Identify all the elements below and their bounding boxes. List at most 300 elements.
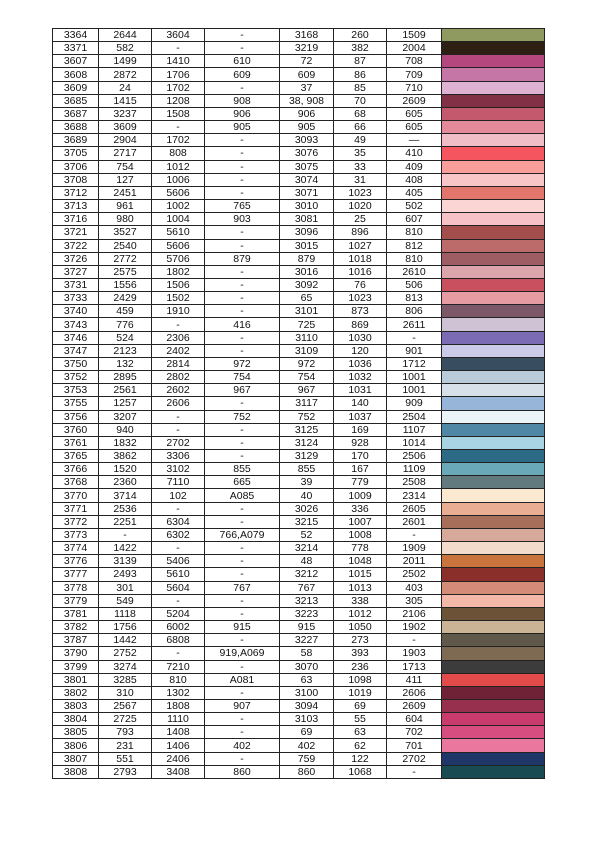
table-cell: 3076 <box>280 147 334 160</box>
color-swatch <box>442 397 545 410</box>
table-cell: 1023 <box>334 186 387 199</box>
table-cell: 2451 <box>99 186 152 199</box>
table-cell: 2502 <box>387 568 442 581</box>
table-cell: 231 <box>99 739 152 752</box>
table-cell: 2561 <box>99 384 152 397</box>
table-cell: 3092 <box>280 278 334 291</box>
table-cell: A081 <box>205 673 280 686</box>
table-cell: - <box>152 423 205 436</box>
table-cell: 752 <box>280 410 334 423</box>
table-cell: 3713 <box>53 200 99 213</box>
table-cell: 915 <box>205 621 280 634</box>
table-cell: 3778 <box>53 581 99 594</box>
table-cell: - <box>387 765 442 778</box>
table-cell: 2314 <box>387 489 442 502</box>
table-cell: 3727 <box>53 265 99 278</box>
table-cell: 55 <box>334 713 387 726</box>
table-cell: - <box>205 239 280 252</box>
color-swatch <box>442 252 545 265</box>
table-cell: 3766 <box>53 463 99 476</box>
table-cell: 2752 <box>99 647 152 660</box>
table-cell: 3237 <box>99 107 152 120</box>
table-cell: 967 <box>280 384 334 397</box>
table-cell: - <box>152 502 205 515</box>
table-cell: 3747 <box>53 344 99 357</box>
table-cell: 3026 <box>280 502 334 515</box>
table-cell: - <box>152 318 205 331</box>
table-row <box>53 384 545 397</box>
table-cell: 605 <box>387 121 442 134</box>
table-cell: 549 <box>99 594 152 607</box>
table-cell: 3808 <box>53 765 99 778</box>
table-cell: 69 <box>334 699 387 712</box>
table-cell: - <box>205 134 280 147</box>
table-cell: 3527 <box>99 226 152 239</box>
color-swatch <box>442 463 545 476</box>
table-cell: 906 <box>280 107 334 120</box>
table-row <box>53 173 545 186</box>
table-cell: 1015 <box>334 568 387 581</box>
table-row <box>53 476 545 489</box>
table-cell: 1013 <box>334 581 387 594</box>
table-cell: - <box>205 752 280 765</box>
table-cell: 70 <box>334 94 387 107</box>
table-cell: 301 <box>99 581 152 594</box>
table-cell: 1006 <box>152 173 205 186</box>
table-row <box>53 621 545 634</box>
table-cell: 1020 <box>334 200 387 213</box>
color-swatch <box>442 726 545 739</box>
table-cell: 905 <box>280 121 334 134</box>
table-cell: 2609 <box>387 699 442 712</box>
table-cell: 3779 <box>53 594 99 607</box>
table-cell: 2506 <box>387 450 442 463</box>
table-cell: 879 <box>205 252 280 265</box>
table-cell: 793 <box>99 726 152 739</box>
color-swatch <box>442 134 545 147</box>
table-cell: - <box>205 423 280 436</box>
table-cell: 69 <box>280 726 334 739</box>
table-cell: 940 <box>99 423 152 436</box>
table-cell: 908 <box>205 94 280 107</box>
table-cell: 605 <box>387 107 442 120</box>
table-cell: 860 <box>280 765 334 778</box>
table-cell: - <box>152 410 205 423</box>
table-cell: 3608 <box>53 68 99 81</box>
table-cell: 855 <box>280 463 334 476</box>
color-swatch <box>442 423 545 436</box>
table-cell: 236 <box>334 660 387 673</box>
table-cell: 915 <box>280 621 334 634</box>
table-row <box>53 463 545 476</box>
table-cell: 403 <box>387 581 442 594</box>
color-swatch <box>442 121 545 134</box>
color-swatch <box>442 699 545 712</box>
table-cell: 3081 <box>280 213 334 226</box>
table-cell: 3770 <box>53 489 99 502</box>
table-cell: - <box>205 726 280 739</box>
table-row <box>53 555 545 568</box>
table-cell: 3219 <box>280 42 334 55</box>
table-cell: 3139 <box>99 555 152 568</box>
table-cell: - <box>205 29 280 42</box>
color-swatch <box>442 594 545 607</box>
table-cell: 3787 <box>53 634 99 647</box>
table-row <box>53 515 545 528</box>
table-row <box>53 213 545 226</box>
table-row <box>53 397 545 410</box>
color-swatch <box>442 647 545 660</box>
color-swatch <box>442 265 545 278</box>
table-cell: 1110 <box>152 713 205 726</box>
table-cell: - <box>152 647 205 660</box>
table-cell: 1509 <box>387 29 442 42</box>
table-cell: - <box>205 502 280 515</box>
table-cell: 49 <box>334 134 387 147</box>
table-cell: 551 <box>99 752 152 765</box>
color-swatch <box>442 489 545 502</box>
table-cell: 3765 <box>53 450 99 463</box>
table-cell: 2644 <box>99 29 152 42</box>
table-cell: 3726 <box>53 252 99 265</box>
table-cell: 3125 <box>280 423 334 436</box>
table-row <box>53 239 545 252</box>
table-cell: 1508 <box>152 107 205 120</box>
table-cell: 402 <box>280 739 334 752</box>
table-cell: - <box>205 542 280 555</box>
table-cell: 3016 <box>280 265 334 278</box>
table-row <box>53 107 545 120</box>
table-row <box>53 607 545 620</box>
table-cell: 2540 <box>99 239 152 252</box>
table-cell: - <box>387 528 442 541</box>
table-cell: 2606 <box>152 397 205 410</box>
table-cell: 1032 <box>334 371 387 384</box>
table-cell: 3799 <box>53 660 99 673</box>
table-cell: 1004 <box>152 213 205 226</box>
table-row <box>53 423 545 436</box>
color-swatch <box>442 55 545 68</box>
table-cell: 903 <box>205 213 280 226</box>
table-cell: 3708 <box>53 173 99 186</box>
table-cell: 3756 <box>53 410 99 423</box>
table-cell: 410 <box>387 147 442 160</box>
table-cell: 812 <box>387 239 442 252</box>
table-cell: 806 <box>387 305 442 318</box>
table-cell: 38, 908 <box>280 94 334 107</box>
table-cell: 140 <box>334 397 387 410</box>
color-swatch <box>442 542 545 555</box>
table-cell: 5204 <box>152 607 205 620</box>
table-cell: 24 <box>99 81 152 94</box>
table-row <box>53 528 545 541</box>
table-cell: 610 <box>205 55 280 68</box>
table-cell: 725 <box>280 318 334 331</box>
table-cell: 3214 <box>280 542 334 555</box>
table-cell: 1712 <box>387 357 442 370</box>
table-cell: 6304 <box>152 515 205 528</box>
table-row <box>53 265 545 278</box>
table-cell: 120 <box>334 344 387 357</box>
table-cell: 260 <box>334 29 387 42</box>
table-cell: 1008 <box>334 528 387 541</box>
table-cell: 7210 <box>152 660 205 673</box>
color-swatch <box>442 502 545 515</box>
table-cell: 702 <box>387 726 442 739</box>
table-cell: 25 <box>334 213 387 226</box>
table-cell: 604 <box>387 713 442 726</box>
table-cell: 3740 <box>53 305 99 318</box>
table-cell: 3168 <box>280 29 334 42</box>
table-cell: 62 <box>334 739 387 752</box>
color-swatch <box>442 42 545 55</box>
table-cell: - <box>205 278 280 291</box>
table-cell: 1001 <box>387 371 442 384</box>
table-cell: 393 <box>334 647 387 660</box>
table-cell: 906 <box>205 107 280 120</box>
table-cell: 3306 <box>152 450 205 463</box>
table-cell: 1018 <box>334 252 387 265</box>
table-cell: 1118 <box>99 607 152 620</box>
table-cell: 2123 <box>99 344 152 357</box>
table-row <box>53 357 545 370</box>
table-cell: 1832 <box>99 436 152 449</box>
table-cell: 3733 <box>53 292 99 305</box>
table-cell: 3802 <box>53 686 99 699</box>
table-cell: 1027 <box>334 239 387 252</box>
table-cell: 1415 <box>99 94 152 107</box>
color-swatch <box>442 673 545 686</box>
table-cell: 776 <box>99 318 152 331</box>
table-cell: 3805 <box>53 726 99 739</box>
table-cell: 40 <box>280 489 334 502</box>
table-cell: 3110 <box>280 331 334 344</box>
table-cell: 3096 <box>280 226 334 239</box>
table-row <box>53 568 545 581</box>
table-cell: 609 <box>205 68 280 81</box>
table-cell: 810 <box>387 252 442 265</box>
table-cell: 63 <box>334 726 387 739</box>
table-cell: 1502 <box>152 292 205 305</box>
table-cell: 3777 <box>53 568 99 581</box>
color-swatch <box>442 739 545 752</box>
color-swatch <box>442 765 545 778</box>
table-cell: 708 <box>387 55 442 68</box>
table-cell: 2504 <box>387 410 442 423</box>
table-cell: — <box>387 134 442 147</box>
color-swatch <box>442 357 545 370</box>
color-swatch <box>442 476 545 489</box>
table-cell: 665 <box>205 476 280 489</box>
table-cell: 2772 <box>99 252 152 265</box>
table-row <box>53 278 545 291</box>
table-row <box>53 726 545 739</box>
table-cell: 5604 <box>152 581 205 594</box>
table-cell: - <box>205 81 280 94</box>
table-cell: 7110 <box>152 476 205 489</box>
table-row <box>53 371 545 384</box>
table-cell: 3750 <box>53 357 99 370</box>
table-cell: 3609 <box>53 81 99 94</box>
table-cell: 169 <box>334 423 387 436</box>
table-cell: 710 <box>387 81 442 94</box>
color-swatch <box>442 147 545 160</box>
table-cell: 48 <box>280 555 334 568</box>
table-cell: 2251 <box>99 515 152 528</box>
table-cell: 709 <box>387 68 442 81</box>
table-cell: 2605 <box>387 502 442 515</box>
table-cell: 1756 <box>99 621 152 634</box>
table-cell: 2609 <box>387 94 442 107</box>
table-cell: 382 <box>334 42 387 55</box>
table-cell: - <box>99 528 152 541</box>
table-cell: 2610 <box>387 265 442 278</box>
table-cell: 1442 <box>99 634 152 647</box>
table-cell: - <box>205 634 280 647</box>
table-cell: 1520 <box>99 463 152 476</box>
table-row <box>53 673 545 686</box>
table-cell: 3776 <box>53 555 99 568</box>
table-cell: 767 <box>280 581 334 594</box>
table-cell: 336 <box>334 502 387 515</box>
table-row <box>53 186 545 199</box>
table-cell: 765 <box>205 200 280 213</box>
table-cell: 961 <box>99 200 152 213</box>
table-row <box>53 134 545 147</box>
table-cell: 980 <box>99 213 152 226</box>
table-row <box>53 752 545 765</box>
table-row <box>53 160 545 173</box>
table-row <box>53 594 545 607</box>
table-row <box>53 121 545 134</box>
color-swatch <box>442 94 545 107</box>
table-cell: 402 <box>205 739 280 752</box>
table-cell: 701 <box>387 739 442 752</box>
table-cell: 3604 <box>152 29 205 42</box>
table-cell: 5606 <box>152 186 205 199</box>
table-cell: 1410 <box>152 55 205 68</box>
table-row <box>53 660 545 673</box>
color-swatch <box>442 213 545 226</box>
table-cell: 2429 <box>99 292 152 305</box>
table-cell: 1068 <box>334 765 387 778</box>
table-cell: 3094 <box>280 699 334 712</box>
color-swatch <box>442 81 545 94</box>
table-cell: 2602 <box>152 384 205 397</box>
table-cell: - <box>205 331 280 344</box>
table-cell: 37 <box>280 81 334 94</box>
color-swatch <box>442 436 545 449</box>
table-cell: 310 <box>99 686 152 699</box>
table-cell: 754 <box>99 160 152 173</box>
table-cell: 502 <box>387 200 442 213</box>
table-cell: 3227 <box>280 634 334 647</box>
table-cell: 3093 <box>280 134 334 147</box>
table-cell: 2601 <box>387 515 442 528</box>
table-row <box>53 542 545 555</box>
table-row <box>53 765 545 778</box>
table-cell: 1016 <box>334 265 387 278</box>
table-cell: - <box>205 686 280 699</box>
color-swatch <box>442 160 545 173</box>
table-cell: 3101 <box>280 305 334 318</box>
table-cell: 1802 <box>152 265 205 278</box>
table-cell: - <box>205 344 280 357</box>
table-cell: 3075 <box>280 160 334 173</box>
table-cell: 122 <box>334 752 387 765</box>
table-row <box>53 200 545 213</box>
table-cell: 3760 <box>53 423 99 436</box>
table-cell: 3705 <box>53 147 99 160</box>
table-cell: 2702 <box>152 436 205 449</box>
table-cell: 65 <box>280 292 334 305</box>
table-cell: - <box>205 292 280 305</box>
table-cell: 3687 <box>53 107 99 120</box>
table-cell: 2872 <box>99 68 152 81</box>
table-cell: 76 <box>334 278 387 291</box>
table-cell: 1037 <box>334 410 387 423</box>
table-cell: 3806 <box>53 739 99 752</box>
table-cell: 3103 <box>280 713 334 726</box>
table-cell: 3712 <box>53 186 99 199</box>
table-cell: 3714 <box>99 489 152 502</box>
table-cell: 3109 <box>280 344 334 357</box>
table-cell: 2402 <box>152 344 205 357</box>
color-swatch <box>442 318 545 331</box>
table-cell: 1009 <box>334 489 387 502</box>
table-cell: 405 <box>387 186 442 199</box>
table-row <box>53 344 545 357</box>
table-cell: 85 <box>334 81 387 94</box>
table-cell: 754 <box>205 371 280 384</box>
table-cell: 524 <box>99 331 152 344</box>
table-cell: 919,A069 <box>205 647 280 660</box>
color-swatch <box>442 226 545 239</box>
table-cell: 607 <box>387 213 442 226</box>
table-cell: 1257 <box>99 397 152 410</box>
table-cell: 1002 <box>152 200 205 213</box>
table-cell: 2567 <box>99 699 152 712</box>
table-cell: 3862 <box>99 450 152 463</box>
table-cell: 3015 <box>280 239 334 252</box>
table-row <box>53 331 545 344</box>
table-cell: 1012 <box>152 160 205 173</box>
table-cell: 2702 <box>387 752 442 765</box>
table-cell: 5610 <box>152 226 205 239</box>
table-cell: 68 <box>334 107 387 120</box>
table-cell: 1702 <box>152 134 205 147</box>
table-cell: 1107 <box>387 423 442 436</box>
color-swatch <box>442 555 545 568</box>
table-cell: 3010 <box>280 200 334 213</box>
color-swatch <box>442 607 545 620</box>
table-cell: 86 <box>334 68 387 81</box>
table-cell: 2493 <box>99 568 152 581</box>
table-cell: 1098 <box>334 673 387 686</box>
color-swatch <box>442 581 545 594</box>
table-cell: 967 <box>205 384 280 397</box>
table-cell: 2802 <box>152 371 205 384</box>
table-cell: 1499 <box>99 55 152 68</box>
table-cell: 3207 <box>99 410 152 423</box>
table-cell: 416 <box>205 318 280 331</box>
table-cell: 813 <box>387 292 442 305</box>
table-row <box>53 318 545 331</box>
table-cell: 2895 <box>99 371 152 384</box>
table-cell: - <box>205 436 280 449</box>
table-cell: 3685 <box>53 94 99 107</box>
table-cell: - <box>205 397 280 410</box>
